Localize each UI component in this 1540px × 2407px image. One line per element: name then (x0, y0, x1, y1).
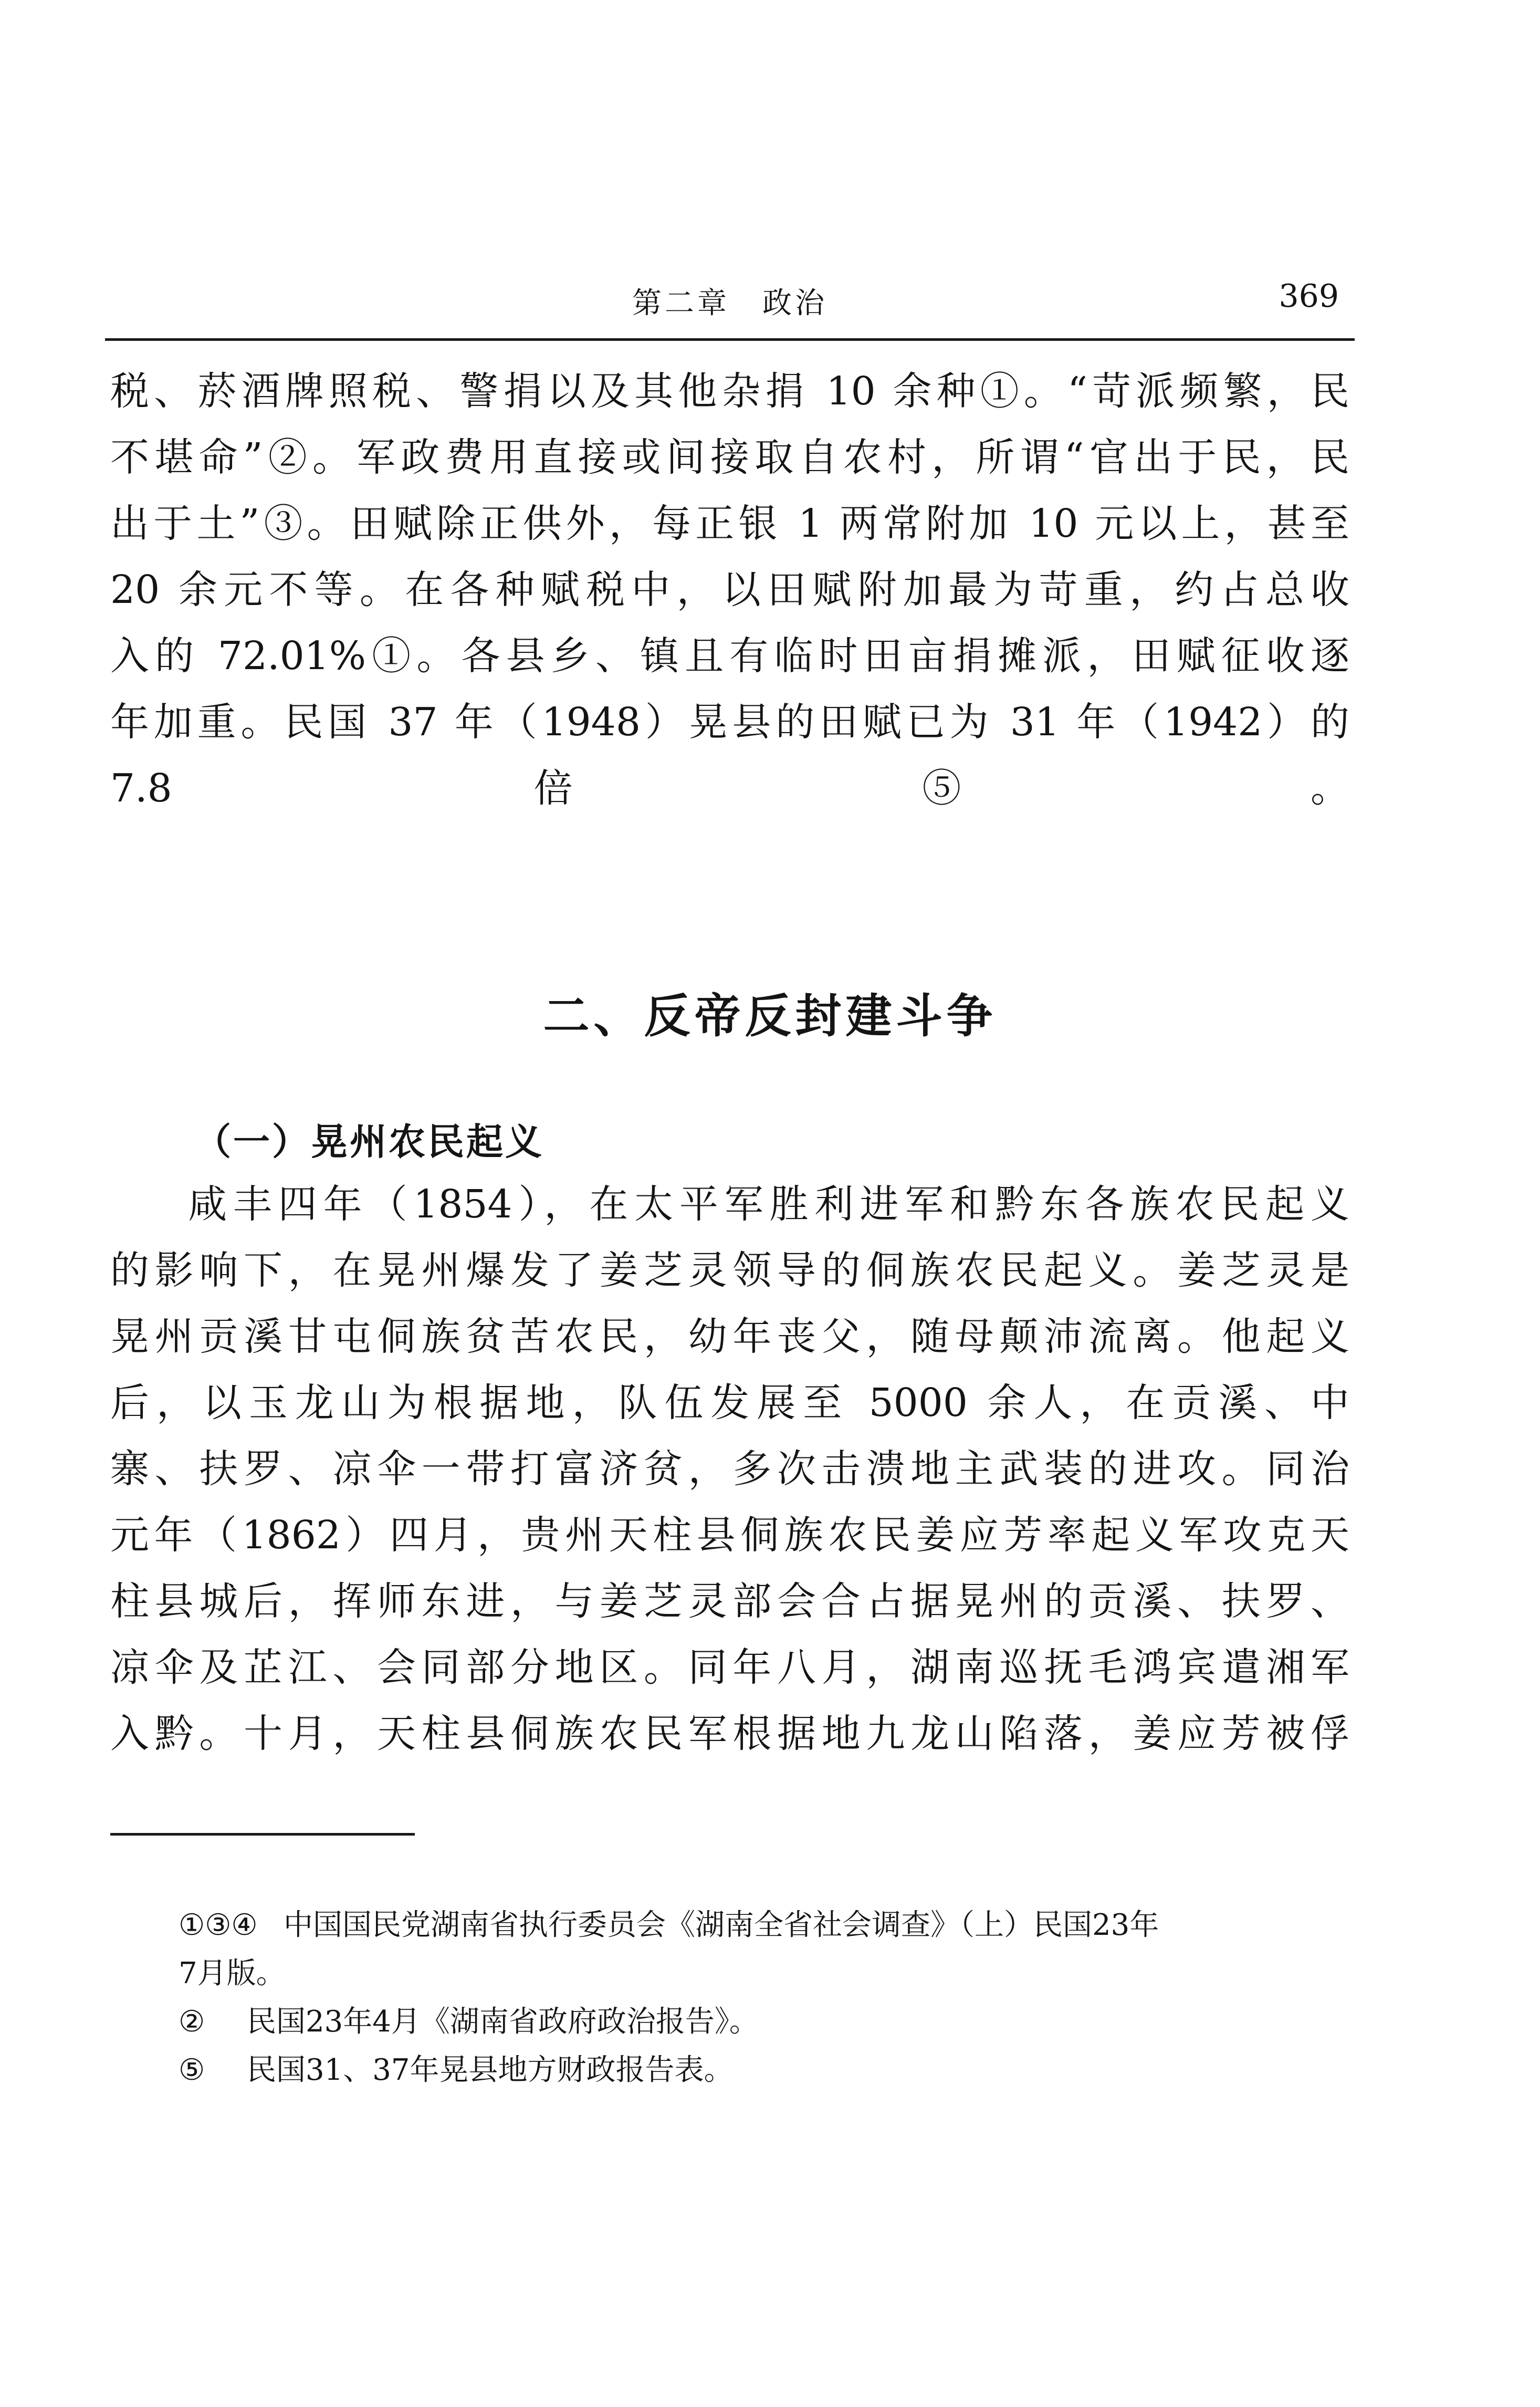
paragraph-line: 不堪命”②。军政费用直接或间接取自农村，所谓“官出于民，民 (110, 435, 1349, 480)
page-number: 369 (1279, 278, 1339, 315)
paragraph-line: 年加重。民国 37 年（1948）晃县的田赋已为 31 年（1942）的 (110, 700, 1349, 745)
footnote-text: 7月版。 (179, 1956, 286, 1991)
footnote-mark: ② (179, 2005, 205, 2039)
paragraph-line: 7.8 倍⑤。 (110, 766, 1349, 811)
paragraph-line: 税、菸酒牌照税、警捐以及其他杂捐 10 余种①。“苛派频繁，民 (110, 369, 1349, 414)
paragraph-line: 入黔。十月，天柱县侗族农民军根据地九龙山陷落，姜应芳被俘 (110, 1711, 1349, 1756)
chapter-title: 第二章 政治 (632, 286, 827, 320)
footnote-continuation (179, 1950, 1355, 1998)
paragraph-line: 咸丰四年（1854），在太平军胜利进军和黔东各族农民起义 (188, 1182, 1349, 1227)
footnote-mark: ⑤ (179, 2053, 205, 2087)
footnote (179, 1998, 1355, 2046)
header-rule (105, 338, 1355, 341)
main-paragraph (110, 1171, 1349, 1767)
footnote (179, 2046, 1355, 2095)
intro-paragraph (110, 358, 1349, 821)
footnote-mark: ①③④ (179, 1908, 258, 1942)
paragraph-line: 入的 72.01%①。各县乡、镇且有临时田亩捐摊派，田赋征收逐 (110, 633, 1349, 679)
paragraph-line: 寨、扶罗、凉伞一带打富济贫，多次击溃地主武装的进攻。同治 (110, 1446, 1349, 1492)
footnote-rule (110, 1833, 415, 1836)
footnotes (179, 1901, 1355, 2095)
paragraph-line: 的影响下，在晃州爆发了姜芝灵领导的侗族农民起义。姜芝灵是 (110, 1248, 1349, 1293)
paragraph-line: 后，以玉龙山为根据地，队伍发展至 5000 余人，在贡溪、中 (110, 1380, 1349, 1425)
footnote (179, 1901, 1355, 1950)
paragraph-line: 晃州贡溪甘屯侗族贫苦农民，幼年丧父，随母颠沛流离。他起义 (110, 1314, 1349, 1359)
subsection-heading: （一）晃州农民起义 (194, 1120, 544, 1163)
footnote-text: 中国国民党湖南省执行委员会《湖南全省社会调查》（上）民国23年 (284, 1908, 1159, 1942)
paragraph-line: 凉伞及芷江、会同部分地区。同年八月，湖南巡抚毛鸿宾遣湘军 (110, 1645, 1349, 1690)
paragraph-line: 元年（1862）四月，贵州天柱县侗族农民姜应芳率起义军攻克天 (110, 1513, 1349, 1558)
running-header (105, 270, 1355, 328)
footnote-text: 民国23年4月《湖南省政府政治报告》。 (247, 2005, 759, 2039)
paragraph-line: 20 余元不等。在各种赋税中，以田赋附加最为苛重，约占总收 (110, 567, 1349, 612)
section-heading: 二、反帝反封建斗争 (543, 989, 997, 1043)
footnote-text: 民国31、37年晃县地方财政报告表。 (247, 2053, 734, 2087)
paragraph-line: 出于土”③。田赋除正供外，每正银 1 两常附加 10 元以上，甚至 (110, 501, 1349, 546)
paragraph-line: 柱县城后，挥师东进，与姜芝灵部会合占据晃州的贡溪、扶罗、 (110, 1579, 1349, 1624)
